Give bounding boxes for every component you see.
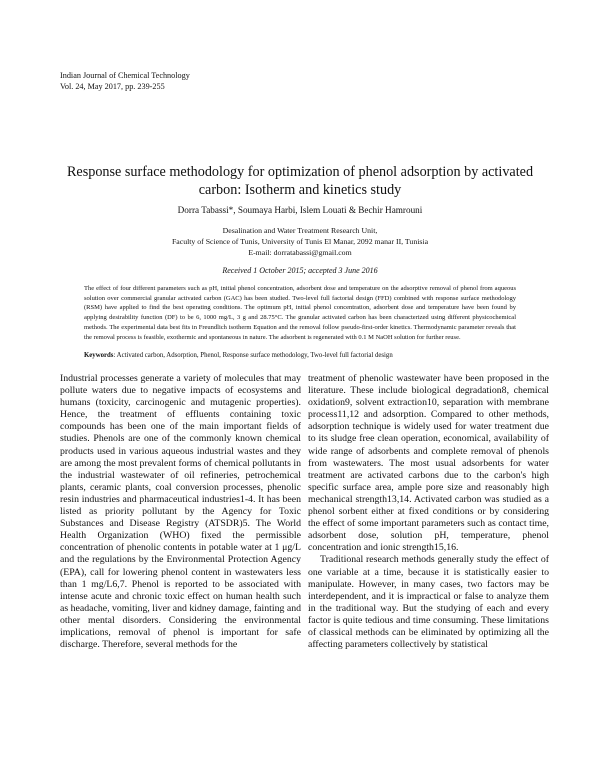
journal-volume: Vol. 24, May 2017, pp. 239-255 — [60, 82, 165, 91]
title-line-2: carbon: Isotherm and kinetics study — [198, 182, 402, 198]
body-column-right — [308, 373, 549, 651]
keywords — [84, 352, 516, 359]
author-list: Dorra Tabassi*, Soumaya Harbi, Islem Louati & Bechir Hamrouni — [177, 205, 423, 215]
body-column-left — [60, 373, 301, 651]
affiliation-institution: Faculty of Science of Tunis, University of Tunis El Manar, 2092 manar II, Tunisia — [171, 237, 429, 246]
keywords-label: Keywords — [84, 352, 114, 359]
intro-paragraph-3: Traditional research methods generally study the effect of one variable at a time, because it is statistically easier to manipulate. However, in many cases, two factors may be interdependent, and it is impractical or false to analyze them in the traditional way. But the studying of each and every factor is quite tedious and time consuming. These limitations of classical methods can be eliminated by optimizing all the affecting parameters collectively by statistical — [308, 554, 549, 651]
title-line-1: Response surface methodology for optimization of phenol adsorption by activated — [66, 164, 534, 180]
article-title — [50, 163, 550, 199]
abstract-text: The effect of four different parameters such as pH, initial phenol concentration, adsorbent dose and temperature on the adsorptive removal of phenol from aqueous solution over commercial granular activated carbon (GAC) has been studied. Two-level full factorial design (FFD) combined with response surface methodology (RSM) have applied to find the best operating conditions. The optimum pH, initial phenol concentration, adsorbent dose and temperature have been found by applying desirability function (DF) to be 6, 1000 mg/L, 3 g and 28.75°C. The granular activated carbon has been characterized using different physicochemical methods. The experimental data best fits in Freundlich isotherm Equation and the removal follow pseudo-first-order kinetics. Thermodynamic parameter reveals that the removal process is feasible, exothermic and spontaneous in nature. The adsorbent is regenerated with 0.1 M NaOH solution for further reuse. — [84, 285, 516, 341]
received-dates: Received 1 October 2015; accepted 3 June 2016 — [222, 266, 378, 275]
keywords-list: : Activated carbon, Adsorption, Phenol, Response surface methodology, Two-level full factorial design — [113, 352, 393, 359]
intro-paragraph-2: treatment of phenolic wastewater have been proposed in the literature. These include biological degradation8, chemical oxidation9, solvent extraction10, separation with membrane process11,12 and adsorption. Compared to other methods, adsorption technique is widely used for water treatment due to its sludge free clean operation, economical, availability of wide range of adsorbents and complete removal of phenols from wastewaters. The most usual adsorbents for water treatment are activated carbons due to the carbon's high specific surface area, ample pore size and reasonably high mechanical strength13,14. Activated carbon was studied as a phenol sorbent either at fixed conditions or by considering the effect of some important parameters such as contact time, adsorbent dose, solution pH, temperature, phenol concentration and ionic strength15,16. — [308, 373, 549, 554]
affiliation — [0, 225, 600, 258]
intro-paragraph-1: Industrial processes generate a variety of molecules that may pollute waters due to negative impacts of ecosystems and humans (toxicity, carcinogenic and mutagenic properties). Hence, the treatment of effluents containing toxic compounds has been one of the main important fields of studies. Phenols are one of the commonly known chemical products used in various aqueous industrial wastes and they are among the most prevalent forms of chemical pollutants in the industrial wastewater of oil refineries, petrochemical plants, ceramic plants, coal conversion processes, phenolic resin industries and pharmaceutical industries1-4. It has been listed as priority pollutant by the Agency for Toxic Substances and Disease Registry (ATSDR)5. The World Health Organization (WHO) fixed the permissible concentration of phenolic contents in potable water at 1 μg/L and the regulations by the Environmental Protection Agency (EPA), call for lowering phenol content in wastewaters less than 1 mg/L6,7. Phenol is reported to be associated with intense acute and chronic toxic effect on human health such as headache, vomiting, liver and kidney damage, fainting and other mental disorders. Considering the environmental implications, removal of phenol is important for safe discharge. Therefore, several methods for the — [60, 373, 301, 651]
journal-header — [60, 70, 190, 92]
journal-name: Indian Journal of Chemical Technology — [60, 71, 190, 80]
affiliation-unit: Desalination and Water Treatment Research Unit, — [222, 226, 378, 235]
author-email: E-mail: dorratabassi@gmail.com — [248, 248, 352, 257]
